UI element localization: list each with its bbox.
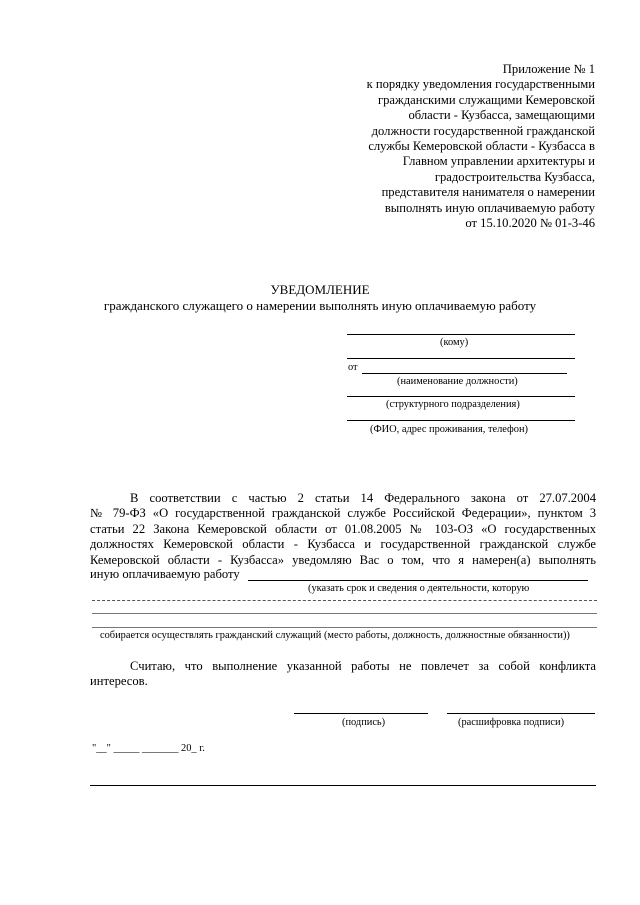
appendix-line: должности государственной гражданской — [371, 123, 595, 138]
paragraph-line: В соответствии с частью 2 статьи 14 Федерального закона от 27.07.2004 — [130, 491, 596, 505]
appendix-line: от 15.10.2020 № 01-3-46 — [465, 216, 595, 231]
addressee-to-caption: (кому) — [440, 337, 469, 348]
conflict-paragraph — [90, 659, 596, 690]
appendix-header — [295, 62, 595, 231]
paragraph-line: № 79-ФЗ «О государственной гражданской службе Российской Федерации», пунктом 3 — [90, 506, 596, 521]
appendix-line: выполнять иную оплачиваемую работу — [384, 200, 595, 215]
work-line-2 — [92, 613, 597, 614]
appendix-line: Главном управлении архитектуры и — [402, 154, 595, 169]
from-prefix: от — [348, 362, 358, 373]
bottom-rule — [90, 785, 596, 786]
position-caption: (наименование должности) — [397, 376, 518, 387]
work-dashed-line-1 — [92, 600, 597, 601]
signature-line — [294, 713, 428, 714]
signature-decode-line — [447, 713, 595, 714]
division-caption: (структурного подразделения) — [386, 399, 520, 410]
work-caption-2: собирается осуществлять гражданский служащий (место работы, должность, должностные обязанности)) — [100, 630, 570, 641]
work-caption-1: (указать срок и сведения о деятельности, которую — [308, 583, 530, 594]
paragraph-line: Кемеровской области - Кузбасса» уведомляю Вас о том, что я намерен(а) выполнять — [90, 552, 596, 567]
conflict-line: Считаю, что выполнение указанной работы не повлечет за собой конфликта — [130, 659, 596, 673]
appendix-line: градостроительства Кузбасса, — [434, 169, 595, 184]
division-line — [347, 396, 575, 397]
date-line: "__" _____ _______ 20_ г. — [92, 743, 205, 754]
addressee-to-line — [347, 334, 575, 335]
notification-paragraph — [90, 491, 596, 568]
fio-caption: (ФИО, адрес проживания, телефон) — [370, 424, 528, 435]
appendix-line: представителя нанимателя о намерении — [381, 185, 595, 200]
from-line — [362, 373, 567, 374]
appendix-line: области - Кузбасса, замещающими — [408, 108, 595, 123]
document-title: УВЕДОМЛЕНИЕ — [270, 282, 370, 297]
signature-caption: (подпись) — [342, 717, 386, 728]
appendix-line: к порядку уведомления государственными — [366, 77, 595, 92]
paragraph-line: должностях Кемеровской области - Кузбасса и государственной гражданской службе — [90, 537, 596, 552]
paragraph-line: статьи 22 Закона Кемеровской области от 01.08.2005 № 103-ОЗ «О государственных — [90, 521, 596, 536]
appendix-line: службы Кемеровской области - Кузбасса в — [368, 139, 595, 154]
work-line-3 — [92, 627, 597, 628]
appendix-line: гражданскими служащими Кемеровской — [377, 92, 595, 107]
conflict-line: интересов. — [90, 674, 148, 689]
work-blank-line — [248, 580, 588, 581]
addressee-line-2 — [347, 358, 575, 359]
fio-line — [347, 420, 575, 421]
signature-decode-caption: (расшифровка подписи) — [458, 717, 565, 728]
work-lead-text: иную оплачиваемую работу — [90, 567, 240, 581]
appendix-line: Приложение № 1 — [502, 62, 595, 76]
document-subtitle: гражданского служащего о намерении выполнять иную оплачиваемую работу — [103, 298, 537, 313]
